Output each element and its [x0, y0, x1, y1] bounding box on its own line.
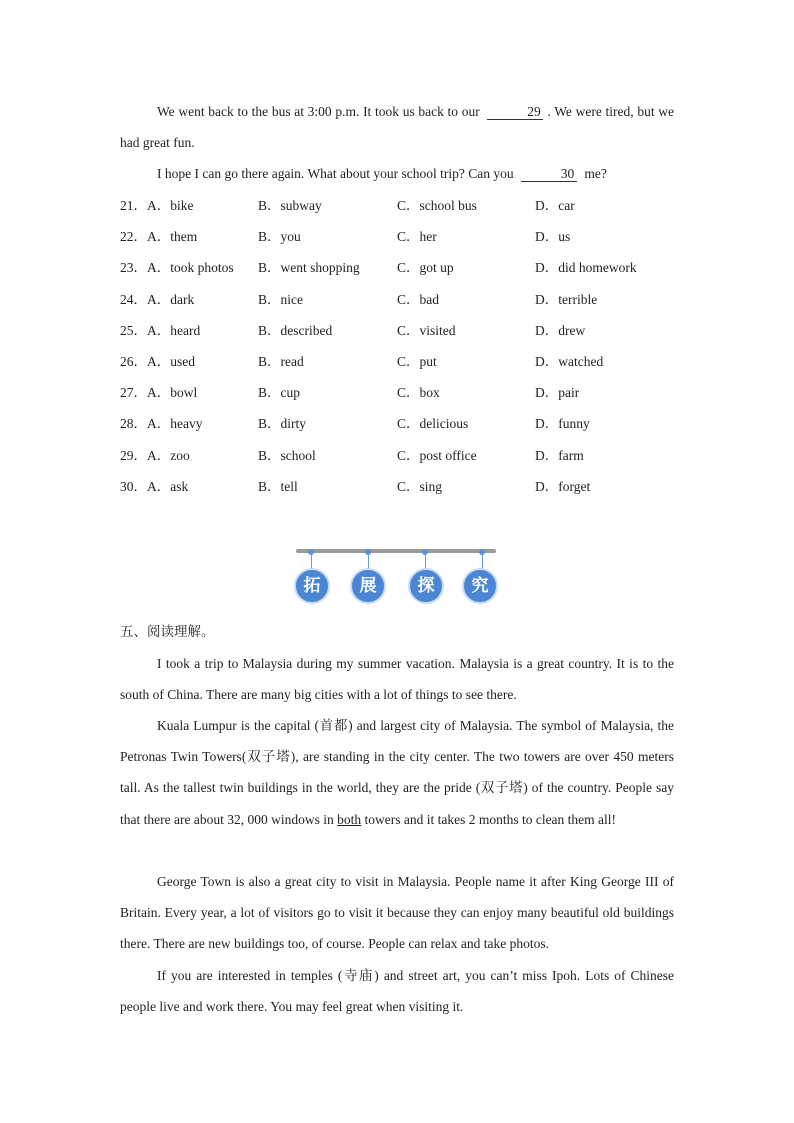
option-c: C．school bus [397, 198, 477, 213]
option-c: C．put [397, 353, 437, 369]
section-banner [294, 544, 499, 608]
option-row [120, 190, 680, 221]
option-d: D．funny [535, 416, 590, 432]
option-a: 29．A．zoo [120, 447, 190, 463]
option-d: D．farm [535, 447, 584, 463]
reading-paragraph-4: If you are interested in temples (寺庙) and street art, you can’t miss Ipoh. Lots of Chinese people live and work there. You may feel great when visiting it. [120, 968, 674, 1015]
banner-stem [311, 553, 312, 569]
option-a: 27．A．bowl [120, 385, 198, 401]
banner-char: 究 [462, 568, 498, 604]
option-b: B．nice [258, 291, 303, 307]
cloze-text: me? [584, 166, 607, 181]
cloze-text: . We were tired, but we had great fun. [120, 104, 675, 151]
option-a: 26．A．used [120, 353, 195, 369]
option-b: B．dirty [258, 416, 307, 432]
option-d: D．terrible [535, 291, 598, 307]
reading-paragraph-2 [120, 710, 674, 835]
option-a: 25．A．heard [120, 322, 201, 338]
option-c: C．got up [397, 260, 454, 276]
option-d: D．did homework [535, 260, 637, 276]
option-a: 21．A．bike [120, 198, 194, 213]
option-b: B．went shopping [258, 260, 360, 276]
option-row [120, 346, 680, 377]
blank-29: 29 [487, 105, 543, 120]
banner-char: 探 [408, 568, 444, 604]
option-row [120, 221, 680, 252]
option-row [120, 471, 680, 502]
option-b: B．you [258, 229, 301, 245]
option-row [120, 315, 680, 346]
banner-stem [425, 553, 426, 569]
option-row [120, 284, 680, 315]
option-c: C．visited [397, 322, 456, 338]
cloze-paragraph-29 [120, 96, 674, 158]
blank-30: 30 [521, 167, 577, 182]
option-d: D．watched [535, 353, 604, 369]
option-b: B．tell [258, 478, 298, 494]
option-a: 28．A．heavy [120, 416, 203, 432]
banner-stem [368, 553, 369, 569]
option-row [120, 408, 680, 439]
reading-paragraph-3: George Town is also a great city to visit in Malaysia. People name it after King George III of Britain. Every year, a lot of visitors go to visit it because they can enjoy many beautiful old buildings there. There are new buildings too, of course. People can relax and take photos. [120, 874, 674, 952]
option-a: 22．A．them [120, 229, 198, 245]
option-c: C．delicious [397, 416, 469, 432]
options-list [120, 190, 680, 502]
option-c: C．her [397, 229, 437, 245]
option-d: D．forget [535, 478, 591, 494]
option-d: D．car [535, 198, 575, 213]
section-title: 五、阅读理解。 [120, 624, 215, 640]
banner-char: 拓 [294, 568, 330, 604]
option-b: B．described [258, 322, 333, 338]
option-c: C．sing [397, 478, 443, 494]
cloze-text: I hope I can go there again. What about your school trip? Can you [157, 166, 514, 181]
underlined-word: both [337, 811, 362, 827]
option-b: B．school [258, 447, 316, 463]
option-a: 23．A．took photos [120, 260, 234, 276]
option-a: 30．A．ask [120, 478, 189, 494]
option-row [120, 252, 680, 283]
banner-stem [482, 553, 483, 569]
option-row [120, 377, 680, 408]
banner-bar [296, 549, 496, 553]
reading-text: Kuala Lumpur is the capital (首都) and largest city of Malaysia. The symbol of Malaysia, the Petronas Twin Towers(双子塔), are standing in the city center. The two towers are over 450 meters tall. As the tallest twin buildings in the world, they are the pride (双子塔) of the country. People say that there are about 32, 000 windows in [120, 718, 674, 827]
option-b: B．read [258, 353, 304, 369]
option-a: 24．A．dark [120, 291, 195, 307]
reading-paragraph-1: I took a trip to Malaysia during my summer vacation. Malaysia is a great country. It is to the south of China. There are many big cities with a lot of things to see there. [120, 656, 674, 703]
option-d: D．pair [535, 385, 580, 401]
option-d: D．drew [535, 322, 586, 338]
option-d: D．us [535, 229, 571, 245]
cloze-text: We went back to the bus at 3:00 p.m. It took us back to our [157, 104, 480, 119]
option-b: B．cup [258, 385, 300, 401]
option-c: C．bad [397, 291, 439, 307]
option-b: B．subway [258, 198, 322, 213]
banner-char: 展 [350, 568, 386, 604]
option-c: C．box [397, 385, 440, 401]
option-row [120, 440, 680, 471]
cloze-paragraph-30 [120, 158, 674, 189]
option-c: C．post office [397, 447, 477, 463]
reading-text: towers and it takes 2 months to clean them all! [364, 811, 617, 827]
